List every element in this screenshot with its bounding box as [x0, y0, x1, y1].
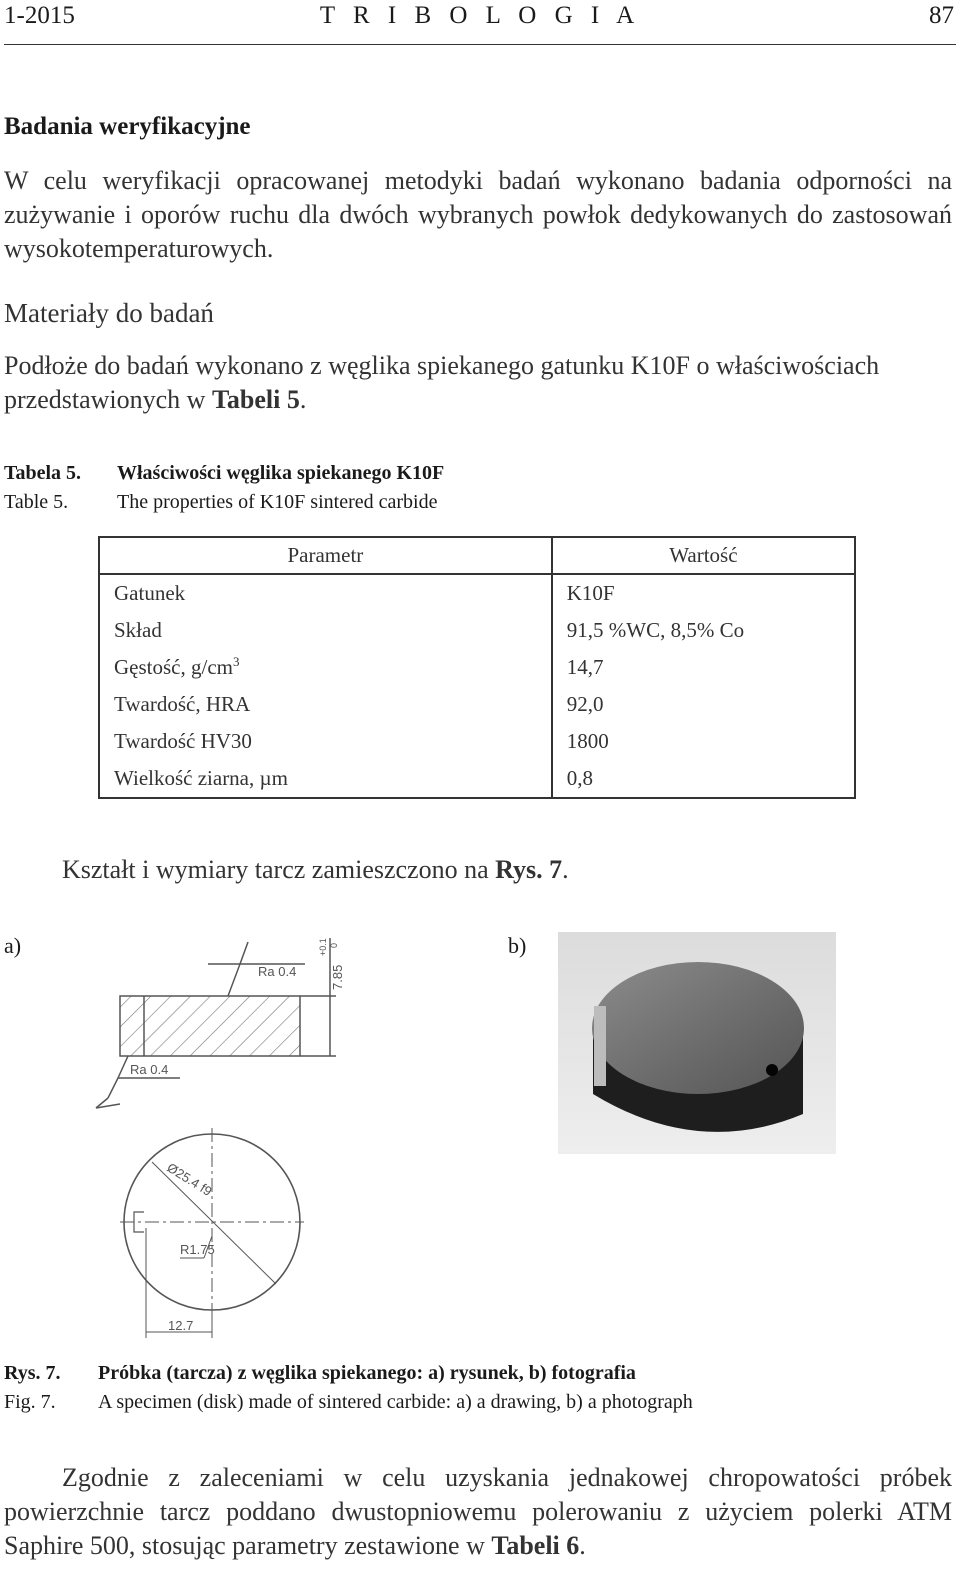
table-row: Gęstość, $g/cm^3$ 14,7 — [99, 649, 855, 686]
column-header-param: Parametr — [99, 537, 552, 574]
figure-reference-sentence: Kształt i wymiary tarcz zamieszczono na Rys. 7. — [62, 855, 569, 884]
figure-label-a: a) — [4, 933, 22, 958]
specimen-photograph — [558, 932, 836, 1154]
tolerance-upper: +0.1 — [318, 938, 328, 956]
table6-ref: Tabeli 6 — [491, 1531, 580, 1560]
ra-left-label: Ra 0.4 — [130, 1062, 169, 1077]
figure-caption: Rys. 7. Próbka (tarcza) z węglika spiekanego: a) rysunek, b) fotografia Fig. 7. A specimen (disk) made of sintered carbide: a) a drawing, b) a photograph — [4, 1362, 693, 1413]
figure-label-b: b) — [508, 933, 527, 958]
properties-table — [98, 536, 856, 799]
final-paragraph: Zgodnie z zaleceniami w celu uzyskania jednakowej chropowatości próbek powierzchnie tarcz poddano dwustopniowemu polerowaniu z użyciem polerki ATM Saphire 500, stosując parametry zestawione w Tabeli 6. — [4, 1463, 952, 1560]
table-row: Gatunek K10F — [99, 574, 855, 612]
diameter-label: Ø25.4 f9 — [164, 1159, 215, 1199]
table-row: Skład 91,5 %WC, 8,5% Co — [99, 612, 855, 649]
running-header — [4, 0, 956, 45]
table-row: Twardość, HRA 92,0 — [99, 686, 855, 723]
height-dim-label: 7.85 — [330, 964, 345, 990]
issue-number: 1-2015 — [4, 2, 75, 29]
page-number: 87 — [929, 2, 954, 29]
ra-top-label: Ra 0.4 — [258, 964, 297, 979]
side-view-section — [120, 996, 300, 1056]
section-title: Badania weryfikacyjne — [4, 113, 251, 140]
table-header-row — [99, 537, 855, 574]
offset-label: 12.7 — [168, 1318, 194, 1333]
journal-name: T R I B O L O G I A — [319, 2, 641, 29]
table-ref: Tabeli 5 — [211, 385, 300, 414]
table-row: Twardość HV30 1800 — [99, 723, 855, 760]
tolerance-lower: 0 — [329, 942, 339, 948]
radius-label: R1.75 — [180, 1242, 215, 1257]
figure-ref: Rys. 7 — [495, 855, 563, 884]
section-paragraph: W celu weryfikacji opracowanej metodyki badań wykonano badania odporności na zużywanie i oporów ruchu dla dwóch wybranych powłok dedykowanych do zastosowań wysokotemperaturowych. — [4, 166, 952, 263]
technical-drawing — [80, 928, 370, 1343]
table-row: Wielkość ziarna, µm 0,8 — [99, 760, 855, 798]
materials-title: Materiały do badań — [4, 298, 214, 328]
materials-paragraph: Podłoże do badań wykonano z węglika spiekanego gatunku K10F o właściwościach przedstawionych w Tabeli 5. — [4, 351, 880, 414]
column-header-value: Wartość — [552, 537, 855, 574]
table-caption: Tabela 5. Właściwości węglika spiekanego K10F Table 5. The properties of K10F sintered carbide — [4, 462, 445, 513]
